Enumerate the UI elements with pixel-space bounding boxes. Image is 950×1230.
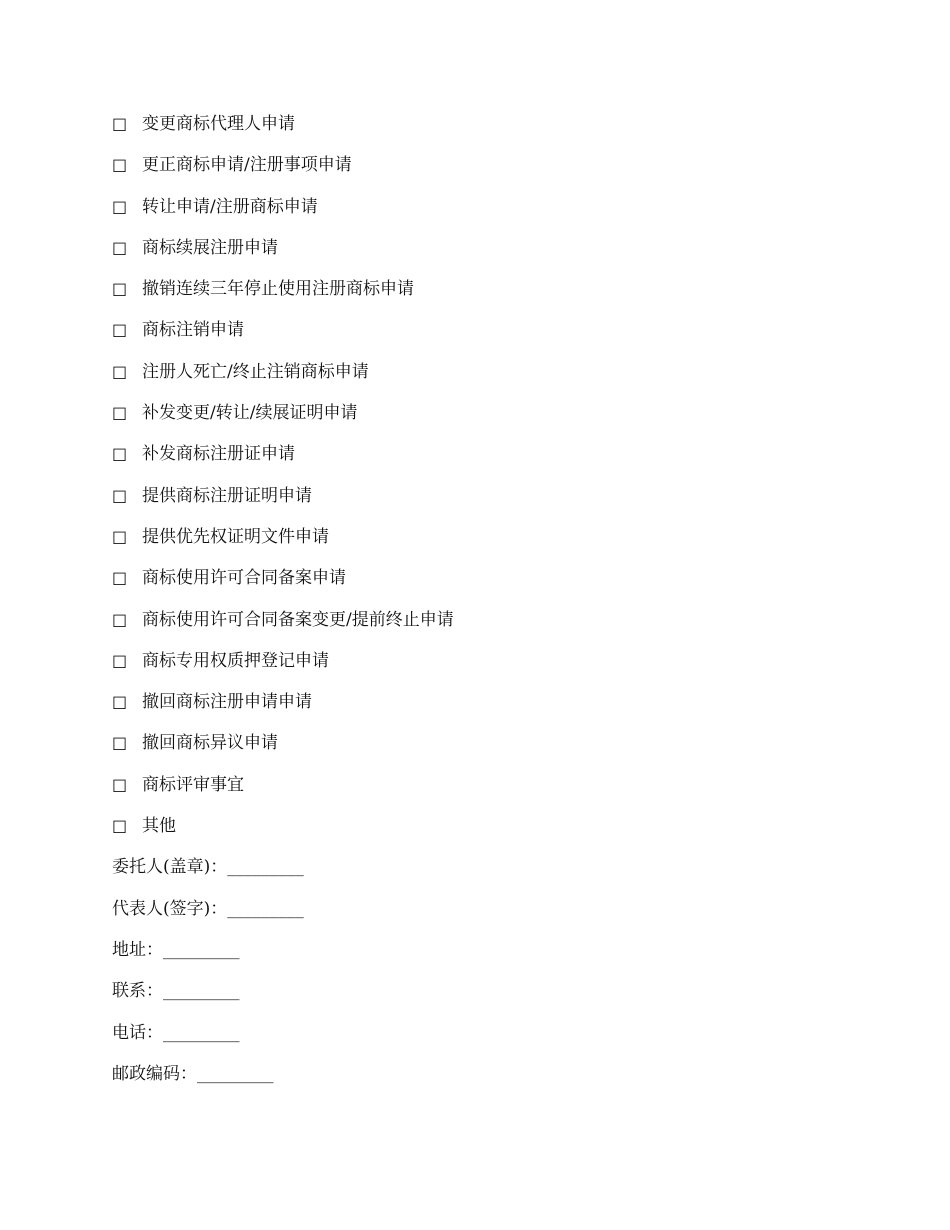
field-blank[interactable]: _________ [197, 1063, 274, 1084]
option-label: 变更商标代理人申请 [142, 114, 295, 134]
option-label: 商标注销申请 [142, 320, 244, 341]
option-label: 注册人死亡/终止注销商标申请 [142, 361, 369, 382]
option-item [112, 523, 872, 564]
checkbox-icon[interactable]: □ [112, 733, 128, 753]
checkbox-icon[interactable]: □ [112, 361, 128, 381]
option-item [112, 275, 872, 316]
field-blank[interactable]: _________ [163, 981, 240, 1002]
field-label: 地址： [112, 939, 163, 960]
checkbox-icon[interactable]: □ [112, 774, 128, 794]
option-item [112, 564, 872, 605]
option-item [112, 812, 872, 853]
form-field [112, 936, 872, 977]
checkbox-icon[interactable]: □ [112, 237, 128, 257]
option-item [112, 647, 872, 688]
checkbox-icon[interactable]: □ [112, 114, 128, 133]
option-item [112, 358, 872, 399]
option-item [112, 688, 872, 729]
option-label: 商标专用权质押登记申请 [142, 650, 329, 671]
field-label: 邮政编码： [112, 1063, 197, 1084]
option-label: 转让申请/注册商标申请 [142, 196, 318, 217]
option-label: 商标使用许可合同备案变更/提前终止申请 [142, 609, 454, 630]
option-label: 撤回商标异议申请 [142, 733, 278, 754]
option-label: 撤回商标注册申请申请 [142, 692, 312, 713]
option-label: 补发商标注册证申请 [142, 444, 295, 465]
form-field [112, 853, 872, 894]
option-label: 其他 [142, 816, 176, 837]
option-item [112, 729, 872, 770]
option-label: 商标评审事宜 [142, 774, 244, 795]
checkbox-icon[interactable]: □ [112, 650, 128, 670]
form-field [112, 895, 872, 936]
application-type-list [112, 110, 872, 853]
checkbox-icon[interactable]: □ [112, 692, 128, 712]
form-field [112, 1060, 872, 1101]
option-item [112, 151, 872, 192]
option-label: 撤销连续三年停止使用注册商标申请 [142, 279, 414, 300]
option-item [112, 399, 872, 440]
field-label: 代表人(签字)： [112, 898, 228, 919]
field-blank[interactable]: _________ [163, 1022, 240, 1043]
field-blank[interactable]: _________ [227, 857, 304, 878]
checkbox-icon[interactable]: □ [112, 526, 128, 546]
checkbox-icon[interactable]: □ [112, 279, 128, 299]
option-item [112, 316, 872, 357]
option-item [112, 771, 872, 812]
checkbox-icon[interactable]: □ [112, 320, 128, 340]
option-label: 商标续展注册申请 [142, 237, 278, 258]
checkbox-icon[interactable]: □ [112, 816, 128, 836]
option-item [112, 234, 872, 275]
form-field [112, 977, 872, 1018]
checkbox-icon[interactable]: □ [112, 196, 128, 216]
field-label: 委托人(盖章)： [112, 857, 228, 878]
option-item [112, 110, 872, 151]
option-label: 补发变更/转让/续展证明申请 [142, 403, 358, 424]
option-item [112, 482, 872, 523]
field-blank[interactable]: _________ [163, 939, 240, 960]
option-label: 提供商标注册证明申请 [142, 485, 312, 506]
checkbox-icon[interactable]: □ [112, 403, 128, 423]
option-label: 提供优先权证明文件申请 [142, 526, 329, 547]
field-blank[interactable]: _________ [227, 898, 304, 919]
document-page [112, 110, 872, 1101]
option-label: 更正商标申请/注册事项申请 [142, 155, 352, 176]
form-field [112, 1019, 872, 1060]
checkbox-icon[interactable]: □ [112, 609, 128, 629]
signature-fields [112, 853, 872, 1101]
checkbox-icon[interactable]: □ [112, 155, 128, 175]
option-item [112, 606, 872, 647]
field-label: 电话： [112, 1022, 163, 1043]
option-item [112, 440, 872, 481]
option-label: 商标使用许可合同备案申请 [142, 568, 346, 589]
checkbox-icon[interactable]: □ [112, 444, 128, 464]
field-label: 联系： [112, 981, 163, 1002]
option-item [112, 193, 872, 234]
checkbox-icon[interactable]: □ [112, 485, 128, 505]
checkbox-icon[interactable]: □ [112, 568, 128, 588]
